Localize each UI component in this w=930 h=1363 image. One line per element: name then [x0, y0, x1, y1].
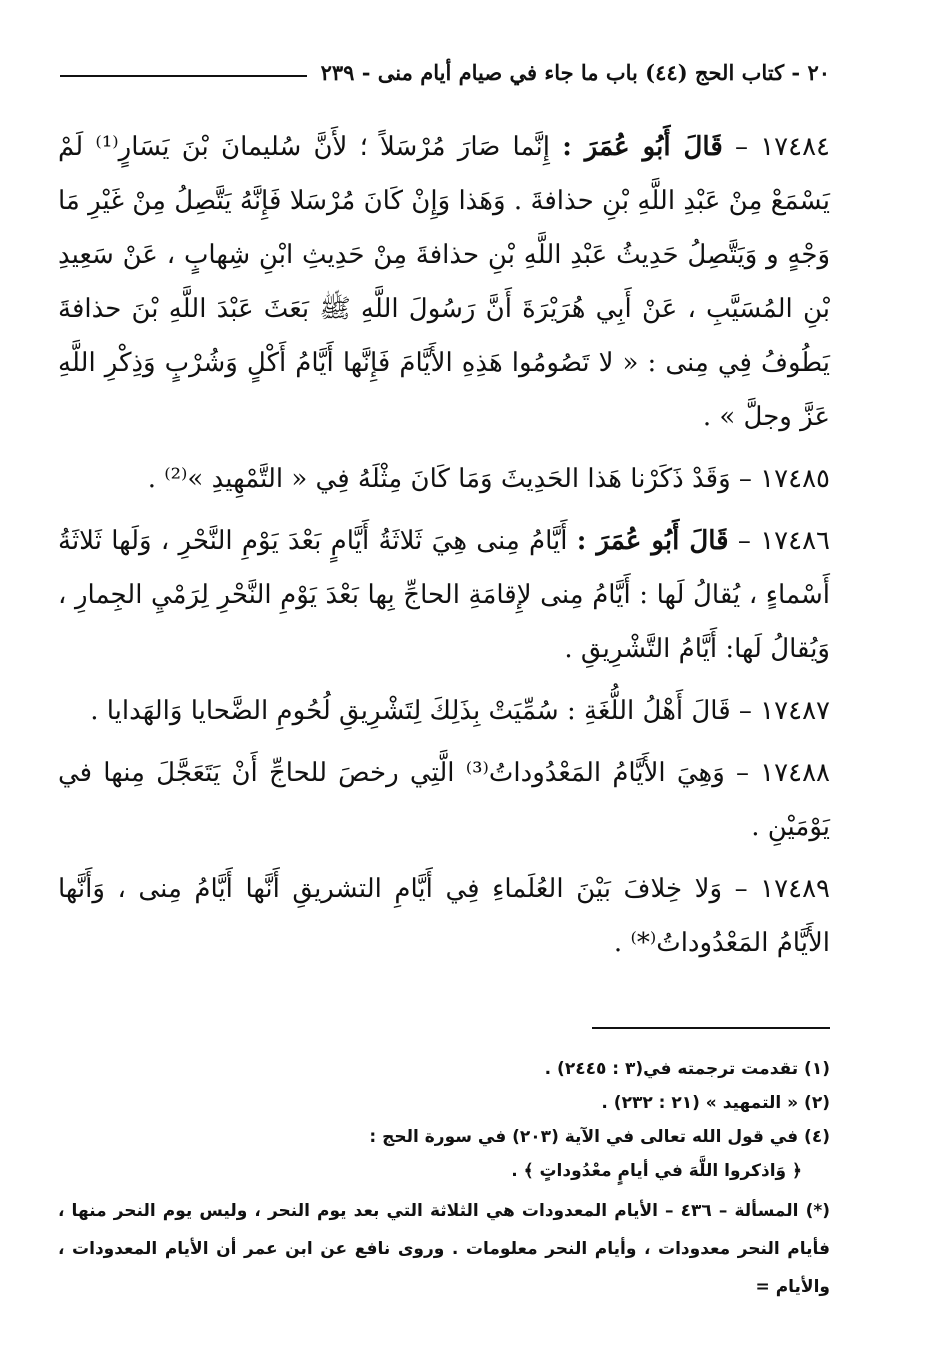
paragraph-17489: [58, 862, 830, 970]
footnote-separator: [592, 1027, 830, 1029]
paragraph-number: ١٧٤٨٥ –: [730, 464, 830, 494]
paragraph-number: ١٧٤٨٦ –: [728, 526, 831, 556]
paragraph-text: إِنَّما صَارَ مُرْسَلاً ؛ لأَنَّ سُليمانَ بْنَ يَسَارٍ⁽¹⁾ لَمْ يَسْمَعْ مِنْ عَبْدِ اللَّهِ بْنِ حذافةَ . وَهَذا وَإِنْ كَانَ مُرْسَلا فَإِنَّهُ يَتَّصِلُ مِنْ غَيْرِ مَا وَجْهٍ و وَيَتَّصِلُ حَدِيثُ عَبْدِ اللَّهِ بْنِ حذافةَ مِنْ حَدِيثِ ابْنِ شِهابٍ ، عَنْ سَعِيدِ بْنِ المُسَيَّبِ ، عَنْ أَبِي هُرَيْرَةَ أَنَّ رَسُولَ اللَّهِ ﷺ بَعَثَ عَبْدَ اللَّهِ بْنَ حذافةَ يَطُوفُ فِي مِنى : « لا تَصُومُوا هَذِهِ الأَيَّامَ فَإِنَّها أَيَّامُ أَكْلٍ وَشُرْبٍ وَذِكْرِ اللَّهِ عَزَّ وجلَّ » .: [58, 132, 830, 432]
footnote-3-verse: ﴿ وَاذكروا اللَّهَ في أيامٍ معْدُوداتٍ ﴾ .: [511, 1161, 802, 1181]
header-rule: [60, 75, 307, 77]
footnote-star: [58, 1192, 830, 1306]
paragraph-lead: قَالَ أَبُو عُمَرَ :: [576, 526, 729, 556]
paragraph-number: ١٧٤٨٩ –: [722, 874, 830, 904]
running-header: [60, 52, 830, 92]
paragraph-lead: قَالَ أَبُو عُمَرَ :: [562, 132, 723, 162]
paragraph-17486: [58, 514, 830, 676]
paragraph-text: وَلا خِلافَ بَيْنَ العُلَماءِ فِي أَيَّامِ التشريقِ أَنَّها أَيَّامُ مِنى ، وَأَنَّها الأَيَّامُ المَعْدُوداتُ⁽*⁾ .: [58, 874, 830, 958]
footnote-2: (٢) « التمهيد » (٢١ : ٢٣٢) .: [601, 1093, 830, 1113]
footnote-star-lead: (*) المسألة – ٤٣٦ –: [657, 1201, 831, 1221]
paragraph-text: وَقَدْ ذَكَرْنا هَذا الحَدِيثَ وَمَا كَانَ مِثْلَهُ فِي « التَّمْهِيدِ »⁽²⁾ .: [147, 464, 731, 494]
paragraph-number: ١٧٤٨٤ –: [722, 132, 831, 162]
footnote-1: (١) تقدمت ترجمته في(٣ : ٢٤٤٥) .: [544, 1059, 830, 1079]
paragraph-17487: [58, 684, 830, 738]
paragraph-text: وَهِيَ الأَيَّامُ المَعْدُوداتُ⁽³⁾ الَّتِي رخصَ للحاجِّ أَنْ يَتَعَجَّلَ مِنها في يَوْمَيْنِ .: [58, 758, 830, 842]
footnote-3: (٤) في قول الله تعالى في الآية (٢٠٣) في سورة الحج :: [369, 1127, 830, 1147]
paragraph-17484: [58, 120, 830, 444]
paragraph-text: أَيَّامُ مِنى هِيَ ثَلاثَةُ أَيَّامٍ بَعْدَ يَوْمِ النَّحْرِ ، وَلَها ثَلاثَةُ أَسْماءٍ ، يُقالُ لَها : أَيَّامُ مِنى لإِقامَةِ الحاجِّ بِها بَعْدَ يَوْمِ النَّحْرِ لِرَمْيِ الجِمارِ ، وَيُقالُ لَها: أَيَّامُ التَّشْرِيقِ .: [58, 526, 830, 664]
paragraph-17488: [58, 746, 830, 854]
paragraph-number: ١٧٤٨٧ –: [730, 696, 830, 726]
main-text: [58, 120, 830, 978]
paragraph-number: ١٧٤٨٨ –: [724, 758, 830, 788]
paragraph-17485: [58, 452, 830, 506]
footnote-star-text: الأيام المعدودات هي الثلاثة التي بعد يوم النحر ، وليس يوم النحر منها ، فأيام النحر معدودات ، وأيام النحر معلومات . وروى نافع عن ابن عمر أن الأيام المعدودات ، والأيام =: [58, 1201, 830, 1297]
header-title: ٢٠ - كتاب الحج (٤٤) باب ما جاء في صيام أيام منى - ٢٣٩: [320, 59, 830, 85]
footnotes: [58, 1052, 830, 1306]
paragraph-text: قَالَ أَهْلُ اللُّغَةِ : سُمِّيَتْ بِذَلِكَ لِتَشْرِيقِ لُحُومِ الضَّحايا وَالهَدايا .: [90, 696, 731, 726]
